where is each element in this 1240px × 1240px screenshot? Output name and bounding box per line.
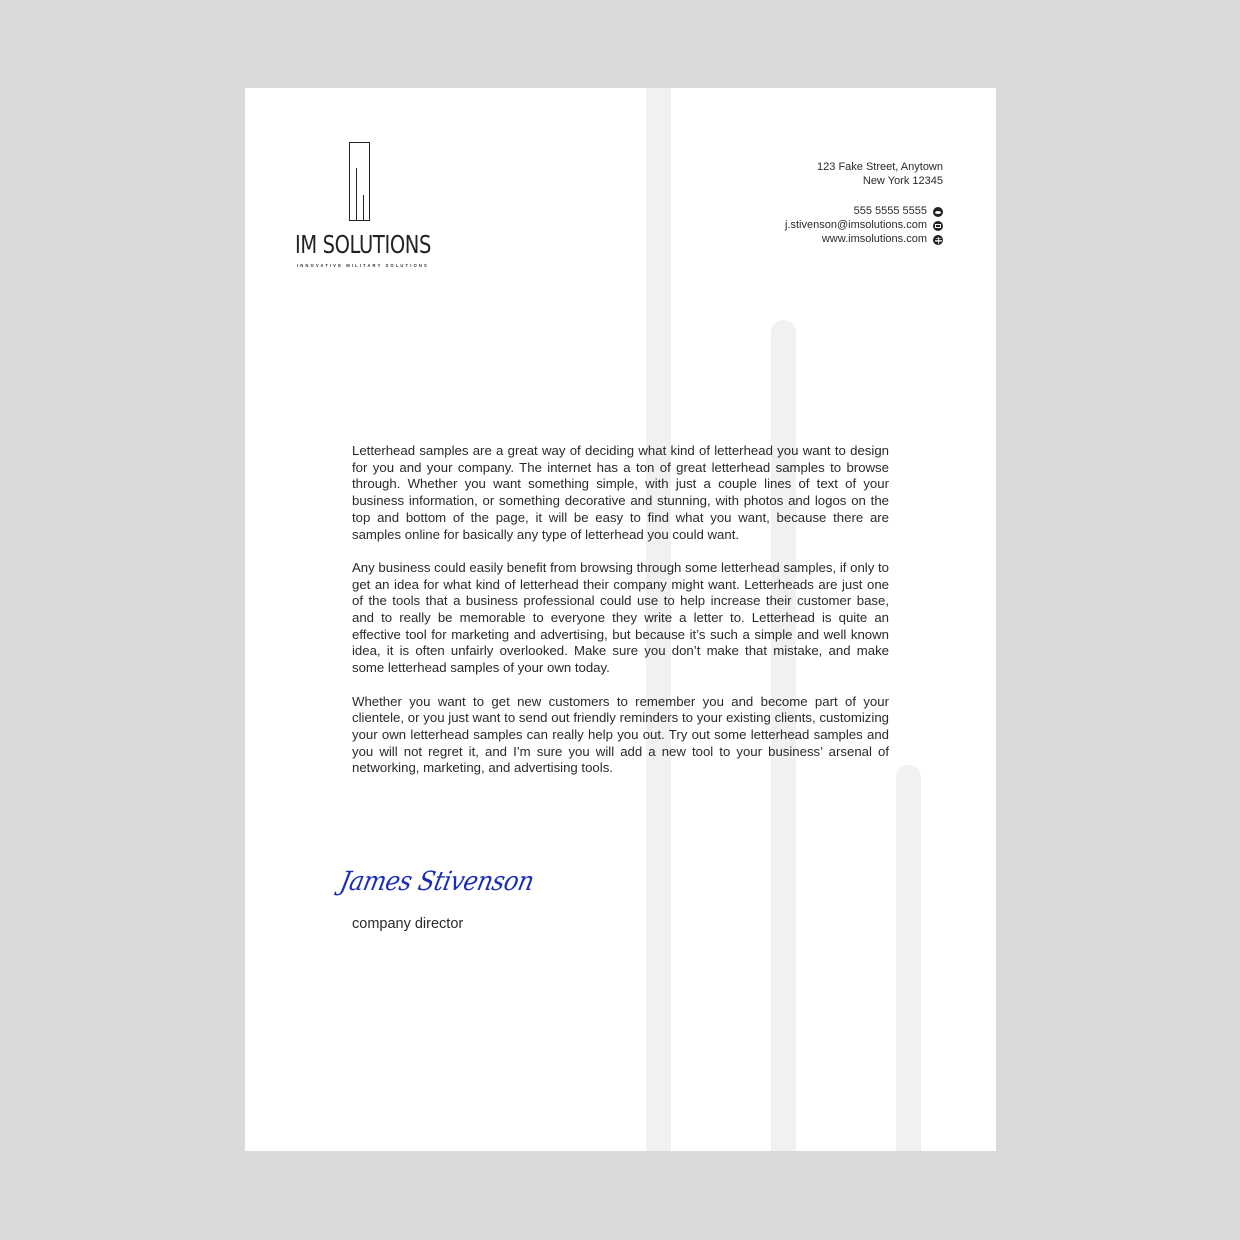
phone-row: [785, 205, 943, 219]
website-row: [785, 233, 943, 247]
globe-icon: [933, 235, 943, 245]
company-logo: [295, 140, 429, 270]
letter-body: [352, 443, 889, 794]
email-row: [785, 219, 943, 233]
email-address[interactable]: j.stivenson@imsolutions.com: [785, 219, 927, 232]
letter-paragraph-2: Any business could easily benefit from browsing through some letterhead samples, if only to get an idea for what kind of letterhead their company might want. Letterheads are just one of the tools that a business professional could use to help increase their customer base, and to really be memorable to everyone they write a letter to. Letterhead is quite an effective tool for marketing and advertising, but because it’s such a simple and well known idea, it is often unfairly overlooked. Make sure you don’t make that mistake, and make some letterhead samples of your own today.: [352, 559, 889, 676]
address-line-2: New York 12345: [862, 174, 943, 187]
letter-paragraph-3: Whether you want to get new customers to remember you and become part of your clientele, or you just want to send out friendly reminders to your existing clients, customizing your own letterhead samples can really help you out. Try out some letterhead samples and you will not regret it, and I’m sure you will add a new tool to your business’ arsenal of networking, marketing, and advertising tools.: [352, 693, 889, 776]
company-name: IM SOLUTIONS: [295, 230, 431, 259]
signature-title: company director: [352, 916, 464, 932]
building-bars-icon: [349, 142, 370, 221]
website-url[interactable]: www.imsolutions.com: [821, 233, 927, 246]
phone-number: 555 5555 5555: [853, 205, 927, 218]
company-tagline: INNOVATIVE MILITARY SOLUTIONS: [297, 263, 429, 268]
signature: James Stivenson: [337, 866, 537, 897]
contact-block: [785, 161, 943, 247]
letter-paragraph-1: Letterhead samples are a great way of deciding what kind of letterhead you want to design for you and your company. The internet has a ton of great letterhead samples to browse through. Whether you want something simple, with just a couple lines of text of your business information, or something decorative and stunning, with photos and logos on the top and bottom of the page, it will be easy to find what you want, because there are samples online for basically any type of letterhead you could want.: [352, 443, 889, 542]
address-line-1: 123 Fake Street, Anytown: [817, 161, 943, 173]
mail-icon: [933, 221, 943, 231]
letterhead-page: [245, 88, 996, 1151]
decorative-bar-3: [896, 765, 921, 1151]
phone-icon: [933, 207, 943, 217]
